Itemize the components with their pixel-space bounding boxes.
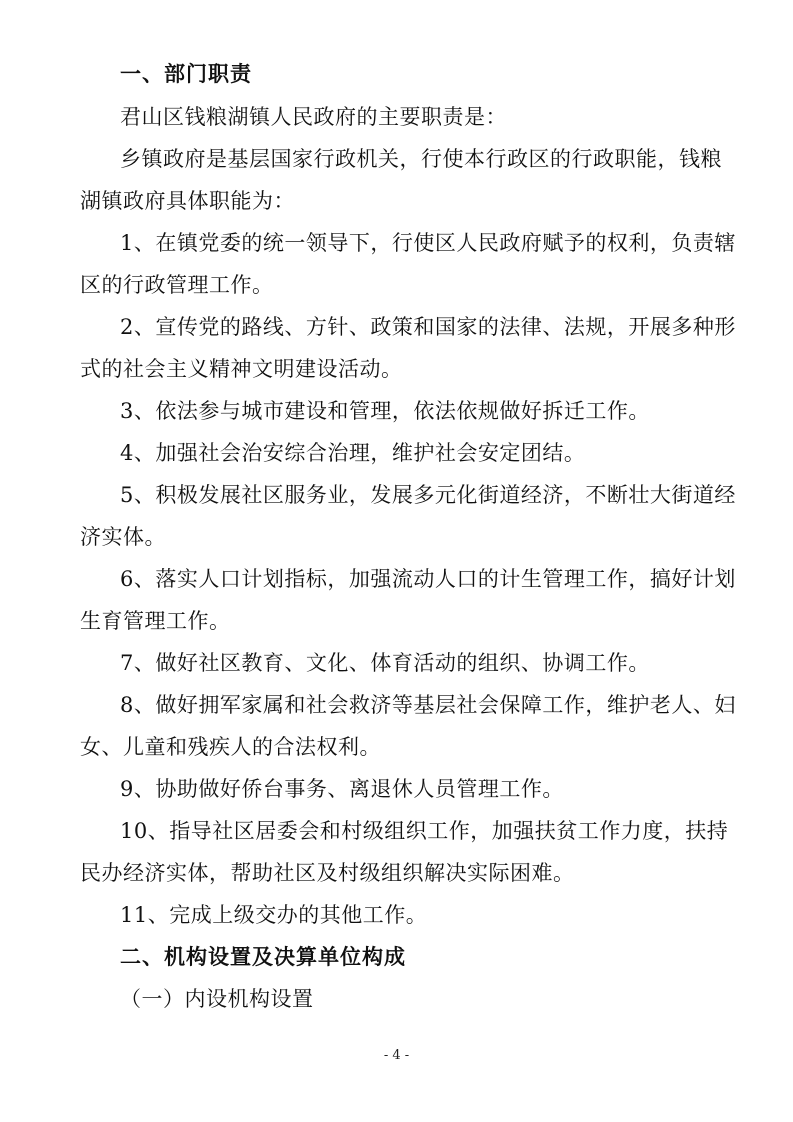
duty-item-6-line1: 6、落实人口计划指标，加强流动人口的计生管理工作，搞好计划: [120, 567, 736, 591]
duty-item-1-line1: 1、在镇党委的统一领导下，行使区人民政府赋予的权利，负责辖: [120, 231, 736, 255]
duty-item-10-line1: 10、指导社区居委会和村级组织工作，加强扶贫工作力度，扶持: [120, 819, 729, 843]
duty-item-5-line2: 济实体。: [80, 525, 166, 549]
duty-item-10-line2: 民办经济实体，帮助社区及村级组织解决实际困难。: [80, 861, 575, 885]
duty-item-8-line1: 8、做好拥军家属和社会救济等基层社会保障工作，维护老人、妇: [120, 693, 736, 717]
duty-item-11: 11、完成上级交办的其他工作。: [120, 903, 428, 927]
subsection-heading-internal: （一）内设机构设置: [120, 987, 314, 1011]
duty-item-2-line2: 式的社会主义精神文明建设活动。: [80, 357, 403, 381]
desc-paragraph-line2: 湖镇政府具体职能为：: [80, 189, 295, 213]
duty-item-9: 9、协助做好侨台事务、离退休人员管理工作。: [120, 777, 564, 801]
duty-item-5-line1: 5、积极发展社区服务业，发展多元化街道经济，不断壮大街道经: [120, 483, 736, 507]
intro-paragraph: 君山区钱粮湖镇人民政府的主要职责是：: [120, 105, 507, 129]
duty-item-2-line1: 2、宣传党的路线、方针、政策和国家的法律、法规，开展多种形: [120, 315, 736, 339]
duty-item-3: 3、依法参与城市建设和管理，依法依规做好拆迁工作。: [120, 399, 650, 423]
duty-item-8-line2: 女、儿童和残疾人的合法权利。: [80, 735, 381, 759]
duty-item-4: 4、加强社会治安综合治理，维护社会安定团结。: [120, 441, 586, 465]
duty-item-1-line2: 区的行政管理工作。: [80, 273, 274, 297]
duty-item-7: 7、做好社区教育、文化、体育活动的组织、协调工作。: [120, 651, 650, 675]
page-number: - 4 -: [383, 1048, 410, 1063]
duty-item-6-line2: 生育管理工作。: [80, 609, 231, 633]
section-heading-duties: 一、部门职责: [120, 62, 252, 86]
section-heading-organization: 二、机构设置及决算单位构成: [120, 945, 406, 969]
desc-paragraph-line1: 乡镇政府是基层国家行政机关，行使本行政区的行政职能，钱粮: [120, 147, 722, 171]
